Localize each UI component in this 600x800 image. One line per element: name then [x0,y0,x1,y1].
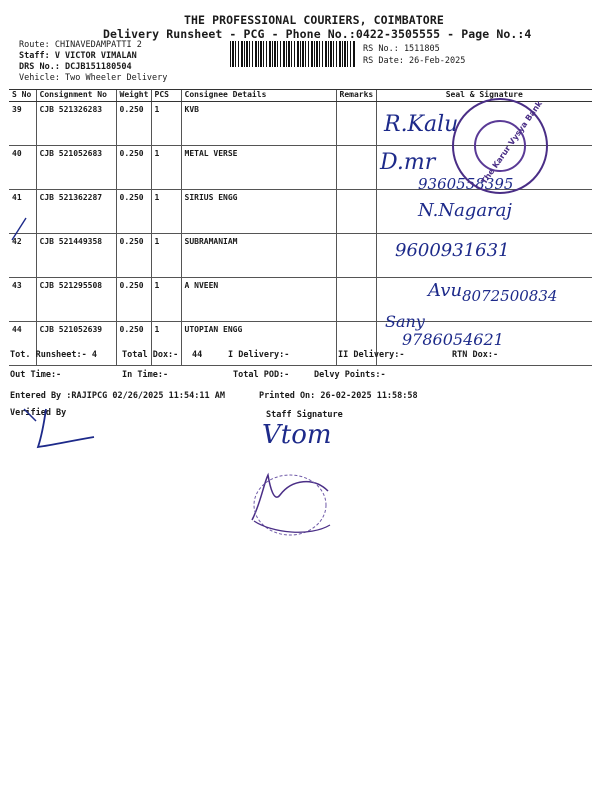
col-remarks: Remarks [336,90,376,102]
cell-pcs: 1 [151,278,181,322]
total-pod: Total POD:- [233,370,290,380]
rs-number: RS No.: 1511805 [363,44,440,54]
vehicle-label: Vehicle: Two Wheeler Delivery [19,73,168,83]
cell-pcs: 1 [151,322,181,366]
cell-remarks [336,234,376,278]
total-dox-value: 44 [192,350,203,360]
cell-consignment: CJB 521295508 [36,278,116,322]
cell-weight: 0.250 [116,146,151,190]
cell-consignment: CJB 521052683 [36,146,116,190]
cell-weight: 0.250 [116,190,151,234]
in-time: In Time:- [122,370,169,380]
handwritten-phone: 9786054621 [402,330,504,349]
handwritten-phone: 9600931631 [395,240,510,261]
route-label: Route: CHINAVEDAMPATTI 2 [19,40,142,50]
cell-remarks [336,146,376,190]
cell-consignment: CJB 521449358 [36,234,116,278]
cell-remarks [336,278,376,322]
col-consignment: Consignment No [36,90,116,102]
ii-delivery: II Delivery:- [338,350,405,360]
staff-handwritten-signature: Vtom [262,420,332,450]
col-sno: S No [9,90,36,102]
row-check-mark [8,216,30,242]
rtn-dox: RTN Dox:- [452,350,499,360]
cell-consignee: KVB [181,102,336,146]
drs-number: DRS No.: DCJB151180504 [19,62,132,72]
cell-pcs: 1 [151,146,181,190]
cell-consignment: CJB 521326283 [36,102,116,146]
cell-sno: 44 [9,322,36,366]
staff-label: Staff: V VICTOR VIMALAN [19,51,137,61]
cell-pcs: 1 [151,102,181,146]
col-consignee: Consignee Details [181,90,336,102]
staff-signature-label: Staff Signature [266,410,343,420]
entered-by: Entered By :RAJIPCG 02/26/2025 11:54:11 AM [10,391,225,401]
cell-sno: 40 [9,146,36,190]
col-weight: Weight [116,90,151,102]
handwritten-signature: R.Kalu [384,112,459,137]
cell-sno: 43 [9,278,36,322]
cell-weight: 0.250 [116,322,151,366]
cell-sno: 39 [9,102,36,146]
handwritten-signature: D.mr [380,150,436,175]
stamp-text: The Karur Vysya Bank [479,99,544,186]
cell-consignee: A NVEEN [181,278,336,322]
cell-pcs: 1 [151,234,181,278]
printed-on: Printed On: 26-02-2025 11:58:58 [259,391,418,401]
cell-pcs: 1 [151,190,181,234]
cell-consignment: CJB 521362287 [36,190,116,234]
out-time: Out Time:- [10,370,62,380]
total-runsheet: Tot. Runsheet:- 4 [10,350,97,360]
cell-weight: 0.250 [116,102,151,146]
verified-signature [8,405,98,455]
delvy-points: Delvy Points:- [314,370,386,380]
cell-consignment: CJB 521052639 [36,322,116,366]
handwritten-phone: 8072500834 [462,287,558,305]
company-name: THE PROFESSIONAL COURIERS, COIMBATORE [184,13,444,27]
handwritten-phone: 9360558395 [418,175,514,193]
cell-consignee: METAL VERSE [181,146,336,190]
runsheet-subtitle: Delivery Runsheet - PCG - Phone No.:0422-3505555 - Page No.:4 [103,27,532,41]
rs-date: RS Date: 26-Feb-2025 [363,56,466,66]
verified-by-label: Verified By [10,408,67,418]
cell-remarks [336,190,376,234]
handwritten-signature: Sany [385,312,425,331]
bank-seal-stamp [452,98,548,194]
handwritten-signature: N.Nagaraj [418,200,512,221]
cell-remarks [336,102,376,146]
cell-consignee: SUBRAMANIAM [181,234,336,278]
total-dox-label: Total Dox:- [122,350,179,360]
cell-sno: 42 [9,234,36,278]
col-seal: Seal & Signature [376,90,592,102]
scribble-mark [232,465,342,545]
cell-consignee: UTOPIAN ENGG [181,322,336,366]
cell-consignee: SIRIUS ENGG [181,190,336,234]
cell-weight: 0.250 [116,278,151,322]
i-delivery: I Delivery:- [228,350,290,360]
cell-weight: 0.250 [116,234,151,278]
handwritten-signature: Avu [428,280,463,301]
barcode [230,41,355,67]
cell-sno: 41 [9,190,36,234]
col-pcs: PCS [151,90,181,102]
